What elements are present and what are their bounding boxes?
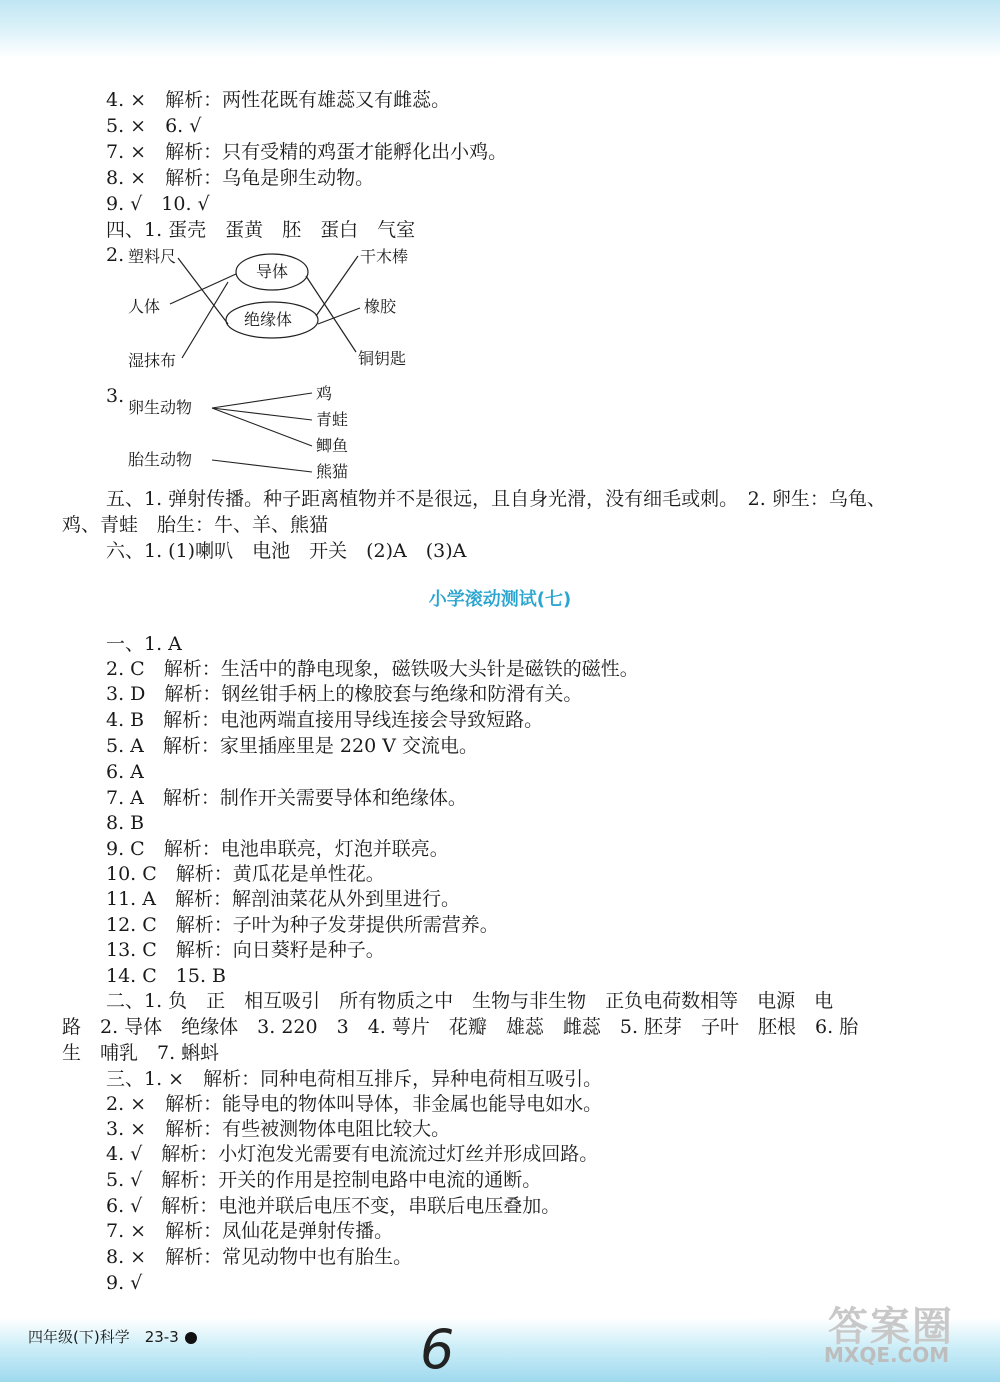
answer-line: 11. A 解析：解剖油菜花从外到里进行。 <box>106 888 460 910</box>
right-item-key: 铜钥匙 <box>358 349 407 368</box>
answer-line: 2. C 解析：生活中的静电现象，磁铁吸大头针是磁铁的磁性。 <box>106 658 639 680</box>
answer-line: 9. C 解析：电池串联亮，灯泡并联亮。 <box>106 838 449 860</box>
answer-line: 8. × 解析：常见动物中也有胎生。 <box>106 1246 413 1268</box>
conductor-matching-diagram <box>120 240 440 375</box>
answer-line: 7. × 解析：凤仙花是弹射传播。 <box>106 1220 394 1242</box>
answer-line: 8. B <box>106 812 145 834</box>
center-item-conductor: 导体 <box>256 262 289 281</box>
answer-line-4: 4. × 解析：两性花既有雄蕊又有雌蕊。 <box>106 89 451 111</box>
watermark-top: 答案圈 <box>828 1304 954 1350</box>
right-item-frog: 青蛙 <box>316 410 349 429</box>
section-five-line1: 五、1. 弹射传播。种子距离植物并不是很远，且自身光滑，没有细毛或刺。 2. 卵生：乌龟、 <box>106 488 886 510</box>
answer-line: 5. √ 解析：开关的作用是控制电路中电流的通断。 <box>106 1169 542 1191</box>
left-item-oviparous: 卵生动物 <box>128 398 193 417</box>
top-decor-band <box>0 0 1000 58</box>
diagram3-label: 3. <box>106 385 125 407</box>
answer-line: 2. × 解析：能导电的物体叫导体，非金属也能导电如水。 <box>106 1093 603 1115</box>
answer-line: 12. C 解析：子叶为种子发芽提供所需营养。 <box>106 914 499 936</box>
answer-line: 一、1. A <box>106 633 182 655</box>
section-four-1: 四、1. 蛋壳 蛋黄 胚 蛋白 气室 <box>106 219 416 241</box>
watermark-bottom: MXQE.COM <box>824 1343 950 1367</box>
answer-line-8: 8. × 解析：乌龟是卵生动物。 <box>106 167 375 189</box>
answer-line: 6. A <box>106 761 144 783</box>
answer-line-5-6: 5. × 6. √ <box>106 115 202 137</box>
bullet-icon <box>185 1332 197 1344</box>
left-item-ruler: 塑料尺 <box>128 247 177 266</box>
answer-line: 4. B 解析：电池两端直接用导线连接会导致短路。 <box>106 709 544 731</box>
match-line <box>318 308 360 324</box>
section-title: 小学滚动测试(七) <box>428 589 572 610</box>
answer-line: 5. A 解析：家里插座里是 220 V 交流电。 <box>106 735 478 757</box>
left-item-viviparous: 胎生动物 <box>128 450 193 469</box>
section-two-line1: 二、1. 负 正 相互吸引 所有物质之中 生物与非生物 正负电荷数相等 电源 电 <box>106 990 834 1012</box>
match-line <box>316 256 358 316</box>
animal-matching-diagram <box>120 380 380 485</box>
footer <box>28 1326 197 1347</box>
match-line <box>170 274 236 304</box>
answer-line: 3. D 解析：钢丝钳手柄上的橡胶套与绝缘和防滑有关。 <box>106 683 583 705</box>
diagram2-label: 2. <box>106 244 125 266</box>
left-item-body: 人体 <box>128 297 161 316</box>
right-item-chicken: 鸡 <box>316 384 333 403</box>
center-item-insulator: 绝缘体 <box>244 310 293 329</box>
left-item-cloth: 湿抹布 <box>128 351 177 370</box>
right-item-stick: 干木棒 <box>360 247 409 266</box>
watermark-logo <box>820 1295 990 1375</box>
answer-line: 6. √ 解析：电池并联后电压不变，串联后电压叠加。 <box>106 1195 561 1217</box>
right-item-panda: 熊猫 <box>316 462 349 481</box>
section-five-line2: 鸡、青蛙 胎生：牛、羊、熊猫 <box>62 514 329 536</box>
footer-text: 四年级(下)科学 23-3 <box>28 1328 179 1346</box>
right-item-rubber: 橡胶 <box>364 297 397 316</box>
answer-line: 13. C 解析：向日葵籽是种子。 <box>106 939 385 961</box>
answer-line: 10. C 解析：黄瓜花是单性花。 <box>106 863 385 885</box>
page-number: 6 <box>420 1318 455 1381</box>
answer-line: 4. √ 解析：小灯泡发光需要有电流流过灯丝并形成回路。 <box>106 1143 599 1165</box>
answer-line-9-10: 9. √ 10. √ <box>106 193 210 215</box>
answer-line: 9. √ <box>106 1272 143 1294</box>
section-six: 六、1. (1)喇叭 电池 开关 (2)A (3)A <box>106 540 467 562</box>
section-two-line2: 路 2. 导体 绝缘体 3. 220 3 4. 萼片 花瓣 雄蕊 雌蕊 5. 胚芽 子叶 胚根 6. 胎 <box>62 1016 859 1038</box>
answer-line: 3. × 解析：有些被测物体电阻比较大。 <box>106 1118 451 1140</box>
match-line <box>306 276 356 352</box>
right-item-fish: 鲫鱼 <box>316 436 349 455</box>
section-two-line3: 生 哺乳 7. 蝌蚪 <box>62 1042 220 1064</box>
match-line <box>212 393 312 408</box>
match-line <box>178 258 228 324</box>
match-line <box>212 460 312 472</box>
answer-line: 三、1. × 解析：同种电荷相互排斥，异种电荷相互吸引。 <box>106 1068 603 1090</box>
answer-line: 7. A 解析：制作开关需要导体和绝缘体。 <box>106 787 467 809</box>
answer-line-7: 7. × 解析：只有受精的鸡蛋才能孵化出小鸡。 <box>106 141 508 163</box>
answer-line: 14. C 15. B <box>106 965 227 987</box>
